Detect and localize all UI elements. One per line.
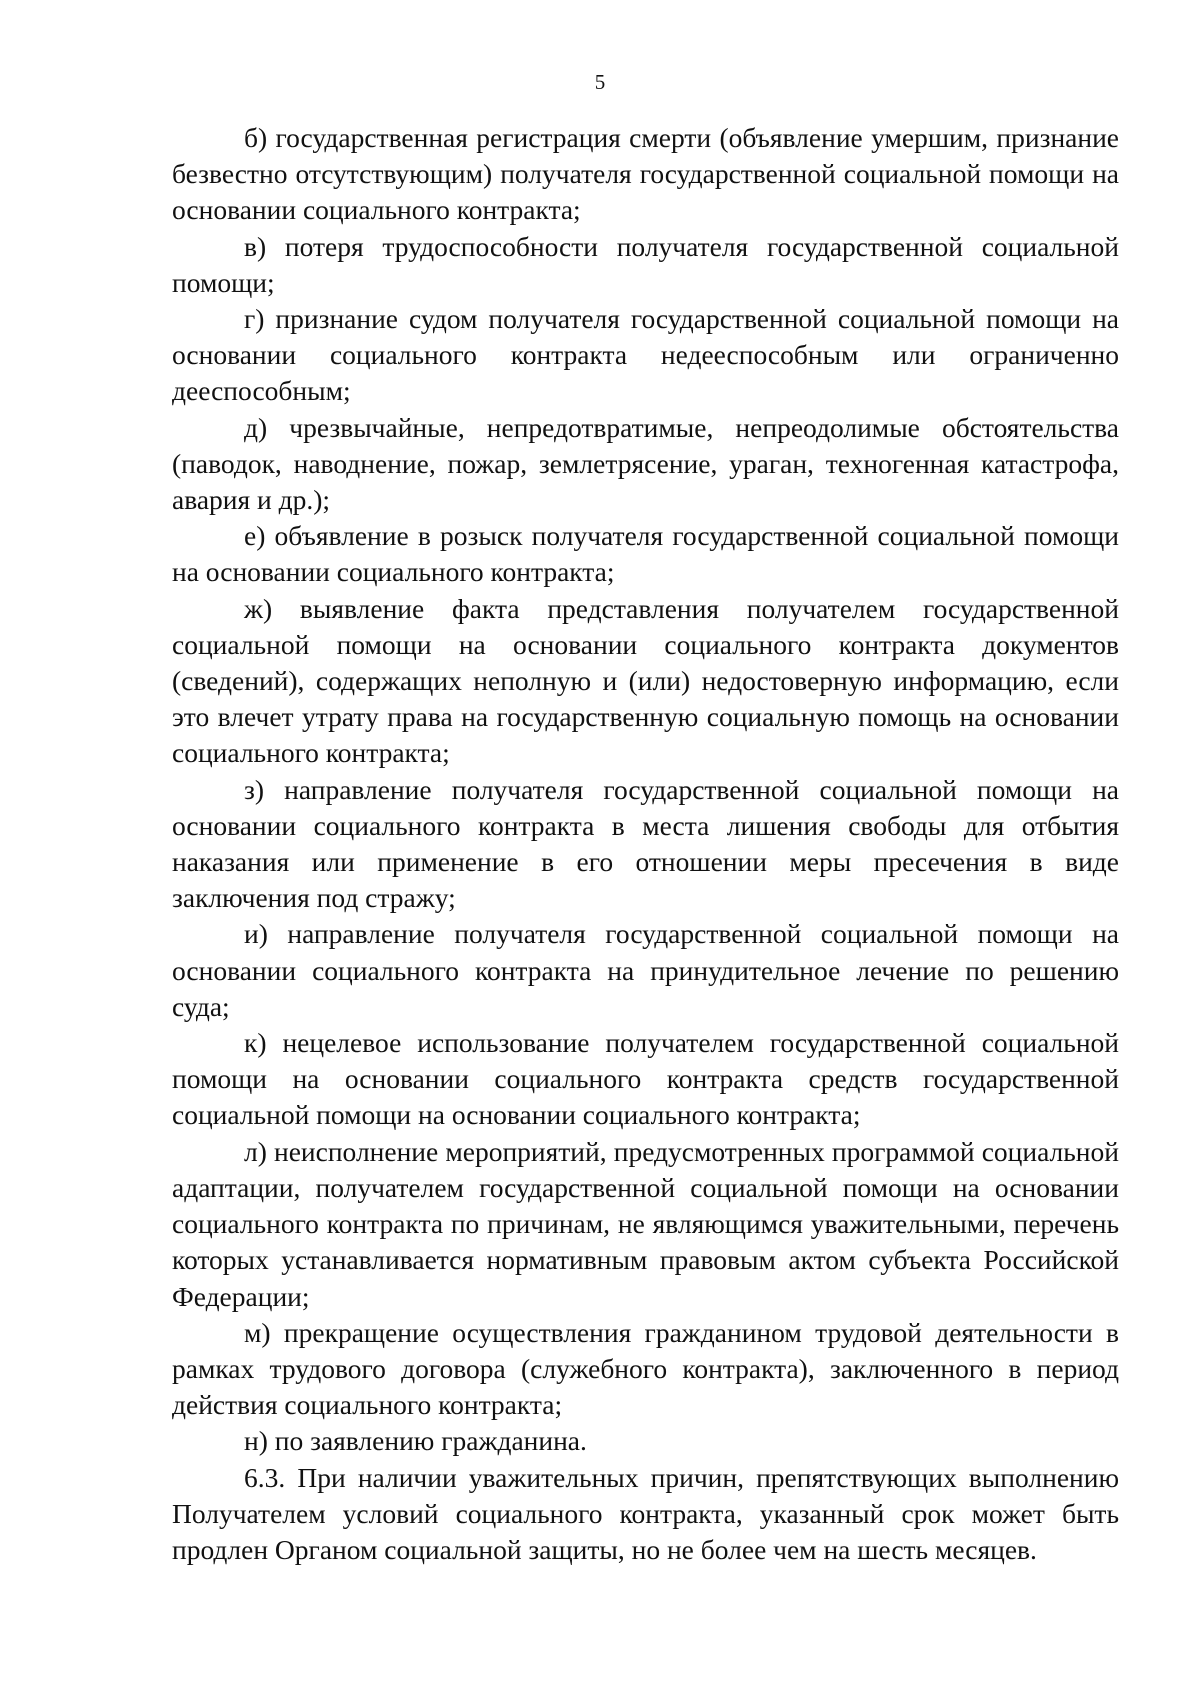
clause-b: б) государственная регистрация смерти (объявление умершим, признание безвестно отсутствующим) получателя государственной социальной помощи на основании социального контракта; <box>172 122 1119 226</box>
clause-z: з) направление получателя государственной социальной помощи на основании социального контракта в места лишения свободы для отбытия наказания или применение в его отношении меры пресечения в виде заключения под стражу; <box>172 773 1119 914</box>
clause-l: л) неисполнение мероприятий, предусмотренных программой социальной адаптации, получателем государственной социальной помощи на основании социального контракта по причинам, не являющимся уважительными, перечень которых устанавливается нормативным правовым актом субъекта Российской Федерации; <box>172 1135 1119 1312</box>
document-body <box>172 120 1119 1568</box>
clause-v: в) потеря трудоспособности получателя государственной социальной помощи; <box>172 230 1119 298</box>
page-number: 5 <box>594 70 606 94</box>
section-6-3: 6.3. При наличии уважительных причин, препятствующих выполнению Получателем условий социального контракта, указанный срок может быть продлен Органом социальной защиты, но не более чем на шесть месяцев. <box>172 1461 1119 1565</box>
clause-d: д) чрезвычайные, непредотвратимые, непреодолимые обстоятельства (паводок, наводнение, пожар, землетрясение, ураган, техногенная катастрофа, авария и др.); <box>172 411 1119 516</box>
clause-i: и) направление получателя государственной социальной помощи на основании социального контракта на принудительное лечение по решению суда; <box>172 918 1119 1022</box>
clause-m: м) прекращение осуществления гражданином трудовой деятельности в рамках трудового договора (служебного контракта), заключенного в период действия социального контракта; <box>172 1316 1119 1421</box>
clause-e: е) объявление в розыск получателя государственной социальной помощи на основании социального контракта; <box>172 520 1119 588</box>
clause-k: к) нецелевое использование получателем государственной социальной помощи на основании социального контракта средств государственной социальной помощи на основании социального контракта; <box>172 1027 1119 1131</box>
clause-n: н) по заявлению гражданина. <box>244 1425 587 1457</box>
clause-g: г) признание судом получателя государственной социальной помощи на основании социального контракта недееспособным или ограниченно дееспособным; <box>172 303 1119 407</box>
clause-zh: ж) выявление факта представления получателем государственной социальной помощи на основании социального контракта документов (сведений), содержащих неполную и (или) недостоверную информацию, если это влечет утрату права на государственную социальную помощь на основании социального контракта; <box>172 592 1119 769</box>
